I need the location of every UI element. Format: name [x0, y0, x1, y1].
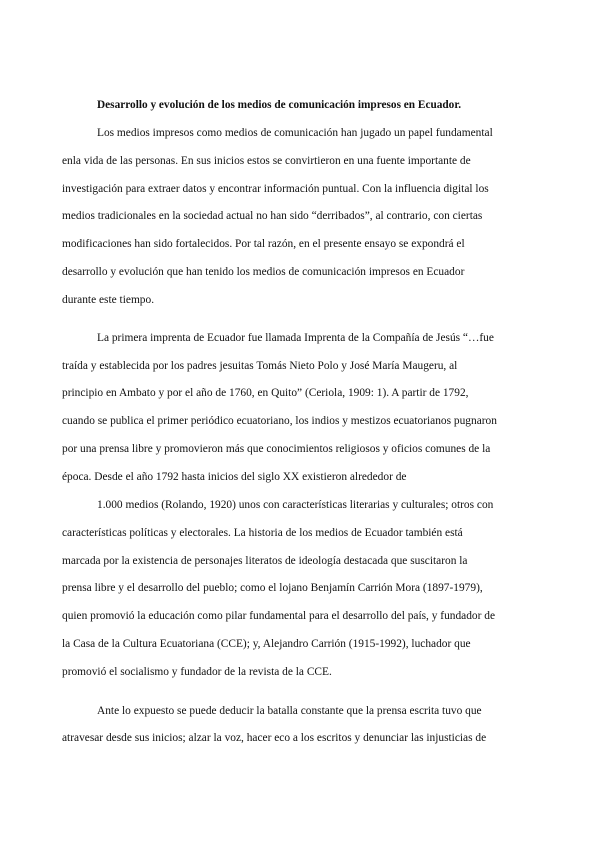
paragraph-2-line: por una prensa libre y promovieron más que conocimientos religiosos y oficios comunes de la: [62, 443, 491, 455]
paragraph-2-line: marcada por la existencia de personajes literatos de ideología destacada que suscitaron la: [62, 555, 468, 567]
paragraph-2-line: época. Desde el año 1792 hasta inicios del siglo XX existieron alrededor de: [62, 471, 407, 483]
paragraph-3-line: atravesar desde sus inicios; alzar la voz, hacer eco a los escritos y denunciar las injusticias de: [62, 732, 487, 744]
paragraph-1-line: investigación para extraer datos y encontrar información puntual. Con la influencia digital los: [62, 183, 489, 195]
paragraph-1-line: medios tradicionales en la sociedad actual no han sido “derribados”, al contrario, con ciertas: [62, 210, 483, 222]
paragraph-1-line: Los medios impresos como medios de comunicación han jugado un papel fundamental: [97, 127, 493, 139]
paragraph-2-line: promovió el socialismo y fundador de la revista de la CCE.: [62, 666, 332, 678]
paragraph-1-line: modificaciones han sido fortalecidos. Por tal razón, en el presente ensayo se expondrá el: [62, 238, 465, 250]
paragraph-2-line: prensa libre y el desarrollo del pueblo; como el lojano Benjamín Carrión Mora (1897-1979),: [62, 582, 483, 594]
paragraph-2-line: características políticas y electorales. La historia de los medios de Ecuador también está: [62, 527, 463, 539]
paragraph-3-line: Ante lo expuesto se puede deducir la batalla constante que la prensa escrita tuvo que: [97, 705, 482, 717]
paragraph-2-line: traída y establecida por los padres jesuitas Tomás Nieto Polo y José María Maugeru, al: [62, 360, 458, 372]
paragraph-1-line: durante este tiempo.: [62, 294, 155, 306]
paragraph-2-line: cuando se publica el primer periódico ecuatoriano, los indios y mestizos ecuatorianos pugnaron: [62, 415, 497, 427]
paragraph-2-line: principio en Ambato y por el año de 1760, en Quito” (Ceriola, 1909: 1). A partir de 1792,: [62, 387, 469, 399]
document-title: Desarrollo y evolución de los medios de comunicación impresos en Ecuador.: [97, 99, 462, 111]
paragraph-2-line: quien promovió la educación como pilar fundamental para el desarrollo del país, y fundador de: [62, 610, 496, 622]
paragraph-1-line: desarrollo y evolución que han tenido los medios de comunicación impresos en Ecuador: [62, 266, 465, 278]
paragraph-2-line: 1.000 medios (Rolando, 1920) unos con características literarias y culturales; otros con: [97, 499, 494, 511]
paragraph-2-line: La primera imprenta de Ecuador fue llamada Imprenta de la Compañía de Jesús “…fue: [97, 332, 494, 344]
paragraph-2-line: la Casa de la Cultura Ecuatoriana (CCE); y, Alejandro Carrión (1915-1992), luchador que: [62, 638, 471, 650]
paragraph-1-line: enla vida de las personas. En sus inicios estos se convirtieron en una fuente importante de: [62, 155, 471, 167]
